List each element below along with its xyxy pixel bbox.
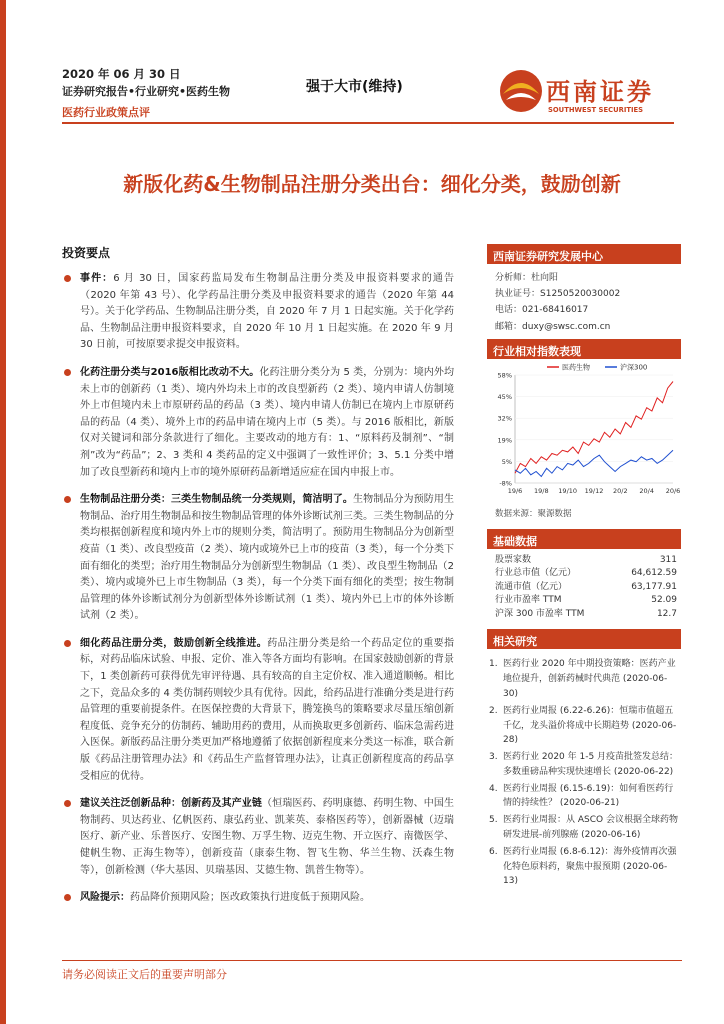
bullet-recommend: [62, 796, 454, 879]
phone-label: 电话：: [495, 305, 523, 316]
basic-row: [487, 567, 681, 581]
bullet-bio: [62, 492, 454, 625]
chart-legend-label: 医药生物: [562, 363, 590, 372]
logo-name-en: SOUTHWEST SECURITIES: [548, 106, 644, 114]
chart-x-tick-label: 20/4: [639, 486, 654, 495]
footer-divider: [62, 960, 682, 961]
report-title: 新版化药&生物制品注册分类出台：细化分类，鼓励创新: [123, 172, 621, 196]
basic-label: 股票家数: [495, 554, 532, 565]
analyst-label: 分析师：: [495, 273, 532, 283]
related-number: 6.: [489, 846, 498, 857]
chart-x-tick-label: 19/12: [584, 486, 604, 495]
related-list: [487, 649, 681, 889]
basic-row: [487, 554, 681, 568]
analyst-info: [487, 264, 681, 339]
research-center-header: 西南证券研究发展中心: [487, 244, 681, 264]
bullet-dot-icon: [64, 496, 71, 503]
chart-y-tick-label: -8%: [499, 479, 512, 488]
related-text: 医药行业周报 (6.22-6.26)：恒瑞市值超五千亿，龙头溢价将成中长期趋势 (2020-06-28): [503, 705, 677, 746]
bullet-text: （恒瑞医药、药明康德、药明生物、中国生物制药、贝达药业、亿帆医药、康弘药业、凯莱英、泰格医药等），创新器械（迈瑞医疗、新产业、乐普医疗、安图生物、万孚生物、迈克生物、开立医疗、南微医学、健帆生物、正海生物等），创新疫苗（康泰生物、智飞生物、华兰生物、沃森生物等），创新检测（华大基因、贝瑞基因、艾德生物、凯普生物等）。: [80, 798, 454, 876]
chart-series-line: [515, 450, 673, 476]
bullet-dot-icon: [64, 369, 71, 376]
basic-row: [487, 581, 681, 595]
analyst-row: [495, 270, 673, 286]
logo-emblem-icon: [498, 68, 544, 114]
chart-y-tick-label: 19%: [497, 436, 512, 445]
related-number: 2.: [489, 705, 498, 716]
related-text: 医药行业周报 (6.15-6.19)：如何看医药行情的持续性？ (2020-06-21): [503, 783, 674, 809]
related-text: 医药行业周报：从 ASCO 会议根据全球药物研发进展-前列腺癌 (2020-06-16): [503, 815, 678, 841]
bullet-dot-icon: [64, 640, 71, 647]
related-item[interactable]: [489, 704, 679, 748]
basic-value: 63,177.91: [631, 581, 677, 592]
header-divider: [62, 122, 674, 124]
bullet-innovation: [62, 636, 454, 785]
license-row: [495, 286, 673, 302]
license-value: S1250520030002: [540, 289, 621, 300]
related-number: 3.: [489, 752, 498, 763]
logo-name-cn: 西南证券: [546, 78, 654, 106]
basic-value: 64,612.59: [631, 568, 677, 579]
basic-data: [487, 549, 681, 630]
email-row: [495, 319, 673, 335]
bullet-text: 药品注册分类是给一个药品定位的重要指标，对药品临床试验、申报、定价、准入等各方面均有影响。在国家鼓励创新的背景下，1 类创新药可获得优先审评待遇、具有较高的自主定价权、准入通道顺畅。相比之下，竞品众多的 4 类仿制药则较少具有优待。因此，给药品进行准确分类是进行药品管理的重要前提条件。在医保控费的大背景下，腾笼换鸟的策略要求尽量压缩创新程度低、竞争充分的仿制药、辅助用药的费用，从而换取更多创新药、临床急需药进入医保。新版药品注册分类更加严格地遵循了依据创新程度来分类这一标准，联合新版《药品注册管理办法》和《药品生产监督管理办法》，让真正创新程度高的药品享受相应的优待。: [80, 637, 455, 782]
bullet-dot-icon: [64, 275, 71, 282]
related-number: 4.: [489, 783, 498, 794]
bullet-text: 6 月 30 日，国家药监局发布生物制品注册分类及申报资料要求的通告（2020 年第 43 号）、化学药品注册分类及申报资料要求的通告（2020 年第 44 号）。关于化学药品、生物制品注册分类，自 2020 年 7 月 1 日起实施。关于化学药品、生物制品注册申报资料要求，自 2020 年 10 月 1 日起实施。在 2020 年 9 月 30 日前，可按原要求提交申报资料。: [80, 273, 455, 351]
phone-row: [495, 302, 673, 318]
bullet-text: 药品降价预期风险；医改政策执行进度低于预期风险。: [130, 892, 370, 904]
report-date: 2020 年 06 月 30 日: [62, 67, 181, 81]
chart-y-tick-label: 5%: [501, 457, 512, 466]
basic-row: [487, 608, 681, 622]
bullet-lead: 事件：: [80, 273, 114, 284]
related-number: 1.: [489, 659, 498, 670]
basic-data-header: 基础数据: [487, 529, 681, 549]
basic-value: 311: [659, 554, 677, 565]
chart-x-tick-label: 19/6: [507, 486, 523, 495]
related-item[interactable]: [489, 782, 679, 812]
related-item[interactable]: [489, 813, 679, 843]
phone-value: 021-68416017: [522, 305, 589, 316]
report-subcategory: 医药行业政策点评: [62, 106, 150, 119]
chart-legend-label: 沪深300: [620, 363, 648, 372]
basic-label: 流通市值（亿元）: [495, 581, 568, 592]
basic-value: 52.09: [651, 595, 677, 606]
related-header: 相关研究: [487, 629, 681, 649]
bullet-risk: [62, 890, 454, 907]
bullet-text: 化药注册分类分为 5 类，分别为：境内外均未上市的创新药（1 类）、境内外均未上市的改良型新药（2 类）、境内申请人仿制境外上市但境内未上市原研药品的药品（3 类）、境内申请人仿制已在境内上市原研药品的药品（4 类）、境外上市的药品申请在境内上市（5 类）。与 2016 版相比，新版仅对关键词和部分条款进行了细化。主要改动的地方有：1、“原料药及制剂”、“制剂”改为“药品”；2、3 类和 4 类药品的定义中强调了一致性评价；3、5.1 分类中增加了改良型新药和境内上市的境外原研药品新增适应症在国内申报上市。: [80, 366, 454, 478]
basic-row: [487, 594, 681, 608]
bullet-dot-icon: [64, 894, 71, 901]
related-item[interactable]: [489, 657, 679, 701]
rating: 强于大市(维持): [306, 79, 403, 95]
bullet-lead: 风险提示：: [80, 892, 130, 904]
footer-disclaimer: 请务必阅读正文后的重要声明部分: [62, 968, 227, 981]
index-chart: [487, 359, 681, 505]
section-title: 投资要点: [62, 246, 111, 260]
chart-x-tick-label: 20/2: [613, 486, 628, 495]
chart-x-tick-label: 20/6: [665, 486, 681, 495]
chart-source: 数据来源：聚源数据: [495, 508, 572, 519]
chart-x-tick-label: 19/10: [558, 486, 578, 495]
chart-header: 行业相对指数表现: [487, 339, 681, 359]
license-label: 执业证号：: [495, 289, 541, 300]
bullet-dot-icon: [64, 800, 71, 807]
related-number: 5.: [489, 815, 498, 826]
basic-label: 行业市盈率 TTM: [495, 595, 562, 606]
related-text: 医药行业周报 (6.8-6.12)：海外疫情再次强化特色原料药，聚焦中报预期 (2020-06-13): [503, 846, 677, 887]
basic-label: 沪深 300 市盈率 TTM: [495, 608, 585, 619]
related-item[interactable]: [489, 845, 679, 889]
basic-value: 12.7: [656, 608, 677, 619]
chart-y-tick-label: 58%: [497, 371, 512, 380]
related-item[interactable]: [489, 750, 679, 780]
main-column: [62, 244, 454, 918]
chart-y-tick-label: 45%: [497, 392, 512, 401]
analyst-value: 杜向阳: [531, 273, 559, 283]
basic-label: 行业总市值（亿元）: [495, 568, 577, 579]
chart-y-tick-label: 32%: [497, 414, 512, 423]
bullet-event: [62, 271, 454, 354]
chart-x-tick-label: 19/8: [534, 486, 549, 495]
left-accent-bar: [0, 0, 6, 1024]
related-text: 医药行业 2020 年中期投资策略：医药产业地位提升，创新药械时代典范 (2020-06-30): [503, 659, 676, 699]
bullet-lead: 建议关注泛创新品种：创新药及其产业链: [80, 798, 262, 810]
related-text: 医药行业 2020 年 1-5 月疫苗批签发总结：多数重磅品种实现快速增长 (2020-06-22): [503, 752, 679, 777]
email-label: 邮箱：: [495, 321, 523, 332]
bullet-lead: 生物制品注册分类：三类生物制品统一分类规则，简洁明了。: [80, 494, 353, 506]
index-chart-svg: [487, 359, 681, 505]
report-category: 证券研究报告•行业研究•医药生物: [62, 85, 231, 98]
email-link[interactable]: duxy@swsc.com.cn: [522, 321, 611, 332]
company-logo: [498, 66, 678, 120]
sidebar: [487, 244, 681, 891]
bullet-lead: 细化药品注册分类，鼓励创新全线推进。: [80, 637, 268, 649]
bullet-text: 生物制品分为预防用生物制品、治疗用生物制品和按生物制品管理的体外诊断试剂三类。三类生物制品的分类均根据创新程度和境内外上市的规则分类，简洁明了。预防用生物制品分为创新型疫苗（1 类）、改良型疫苗（2 类）、境内或境外已上市的疫苗（3 类），每一个分类下面有细化的类型；治疗用生物制品分为创新型生物制品（1 类）、改良型生物制品（2 类）、境内或境外已上市生物制品（3 类），每一个分类下面有细化的类型；按生物制品管理的体外诊断试剂分为创新型体外诊断试剂（1 类）、境内外已上市的体外诊断试剂（2 类）。: [80, 494, 455, 622]
bullet-lead: 化药注册分类与2016版相比改动不大。: [80, 366, 260, 378]
bullet-chem: [62, 365, 454, 481]
